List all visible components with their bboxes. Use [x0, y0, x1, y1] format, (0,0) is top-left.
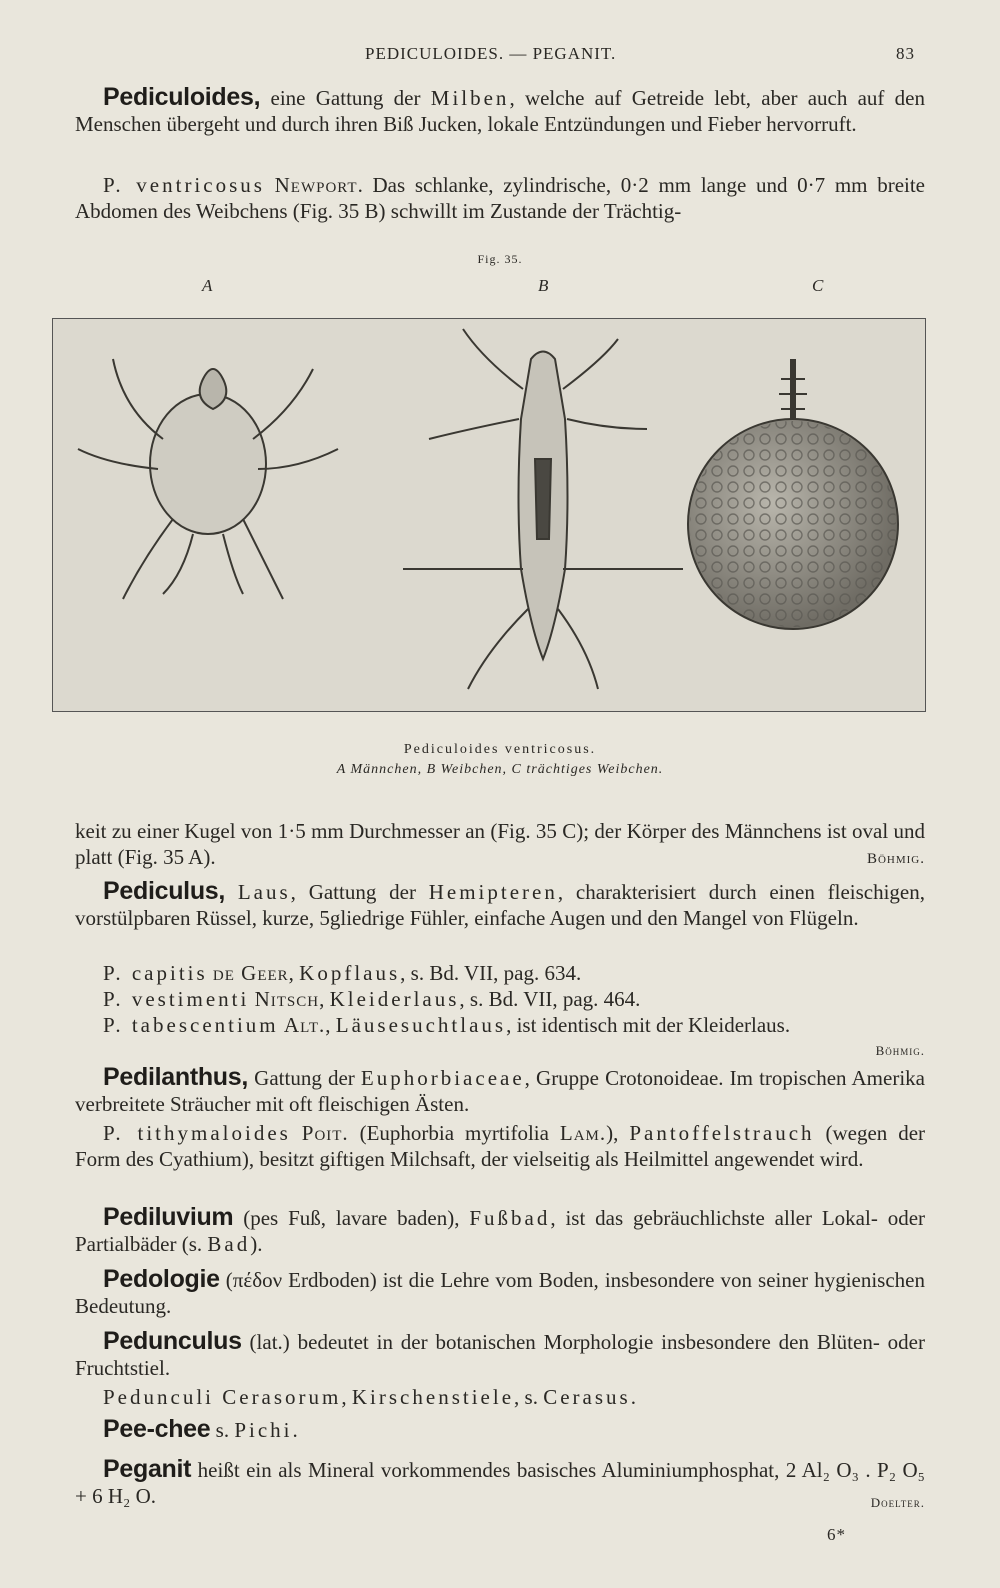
species-capitis: P. capitis de Geer, Kopflaus, s. Bd. VII, pag. 634.	[103, 961, 582, 985]
running-head-title: PEDICULOIDES. — PEGANIT.	[365, 44, 617, 63]
species-ventricosus: P. ventricosus Newport. Das schlanke, zylindrische, 0·2 mm lange und 0·7 mm breite Abdomen des Weibchens (Fig. 35 B) schwillt im Zustande der Trächtig-	[75, 173, 925, 223]
signature-mark: 6*	[827, 1525, 846, 1544]
figure-caption-legend: A Männchen, B Weibchen, C trächtiges Weibchen.	[336, 762, 664, 777]
species-tabescentium: P. tabescentium Alt., Läusesuchtlaus, ist identisch mit der Kleiderlaus.	[103, 1013, 791, 1037]
entry-pee-chee: Pee-chee s. Pichi.	[103, 1415, 298, 1443]
species-vestimenti: P. vestimenti Nitsch, Kleiderlaus, s. Bd. VII, pag. 464.	[103, 987, 641, 1011]
signature-bohmig-1: Böhmig.	[866, 851, 925, 867]
entry-pedologie: Pedologie (πέδον Erdboden) ist die Lehre vom Boden, insbesondere von seiner hygienischen Bedeutung.	[75, 1265, 925, 1318]
headword-pedologie: Pedologie	[103, 1265, 220, 1293]
female-mite-drawing	[403, 329, 683, 689]
headword-pee-chee: Pee-chee	[103, 1415, 211, 1443]
entry-pediculoides: Pediculoides, eine Gattung der Milben, welche auf Getreide lebt, aber auch auf den Menschen übergeht und durch ihren Biß Jucken, lokale Entzündungen und Fieber hervorruft.	[75, 83, 925, 136]
figure-label: Fig. 35.	[477, 252, 523, 266]
gravid-female-drawing	[688, 359, 898, 629]
signature-bohmig-2: Böhmig.	[875, 1043, 925, 1058]
male-mite-drawing	[78, 359, 338, 599]
figure-caption-title: Pediculoides ventricosus.	[403, 742, 597, 757]
headword-pediculus: Pediculus,	[103, 877, 226, 905]
headword-pediluvium: Pediluvium	[103, 1203, 234, 1231]
species-tithymaloides: P. tithymaloides Poit. (Euphorbia myrtifolia Lam.), Pantoffelstrauch (wegen der Form des Cyathium), besitzt giftigen Milchsaft, der vielseitig als Heilmittel angewendet wird.	[75, 1121, 926, 1171]
pediculoides-continuation: keit zu einer Kugel von 1·5 mm Durchmesser an (Fig. 35 C); der Körper des Männchens ist oval und platt (Fig. 35 A).	[75, 819, 925, 869]
headword-pedunculus: Pedunculus	[103, 1327, 242, 1355]
figure-letter-a: A	[202, 276, 213, 295]
entry-pedilanthus: Pedilanthus, Gattung der Euphorbiaceae, Gruppe Crotonoideae. Im tropischen Amerika verbreitete Sträucher mit oft fleischigen Ästen.	[75, 1063, 925, 1116]
figure-letter-c: C	[812, 276, 824, 295]
mite-illustration	[52, 318, 926, 712]
running-head	[75, 44, 925, 68]
headword-pedilanthus: Pedilanthus,	[103, 1063, 249, 1091]
signature-doelter: Doelter.	[870, 1495, 925, 1510]
pedunculi-cerasorum: Pedunculi Cerasorum, Kirschenstiele, s. Cerasus.	[103, 1385, 636, 1409]
entry-peganit: Peganit heißt ein als Mineral vorkommendes basisches Aluminiumphosphat, 2 Al₂ O₃ . P₂ O₅ + 6 H₂ O.	[75, 1455, 925, 1508]
figure-letter-b: B	[538, 276, 549, 295]
headword-pediculoides: Pediculoides,	[103, 83, 261, 111]
headword-peganit: Peganit	[103, 1455, 192, 1483]
entry-pediluvium: Pediluvium (pes Fuß, lavare baden), Fußbad, ist das gebräuchlichste aller Lokal- oder Partialbäder (s. Bad).	[75, 1203, 926, 1256]
page-number: 83	[896, 44, 915, 63]
entry-pedunculus: Pedunculus (lat.) bedeutet in der botanischen Morphologie insbesondere den Blüten- oder Fruchtstiel.	[75, 1327, 925, 1380]
entry-pediculus: Pediculus, Laus, Gattung der Hemipteren, charakterisiert durch einen fleischigen, vorstülpbaren Rüssel, kurze, 5gliedrige Fühler, einfache Augen und den Mangel von Flügeln.	[75, 877, 925, 930]
